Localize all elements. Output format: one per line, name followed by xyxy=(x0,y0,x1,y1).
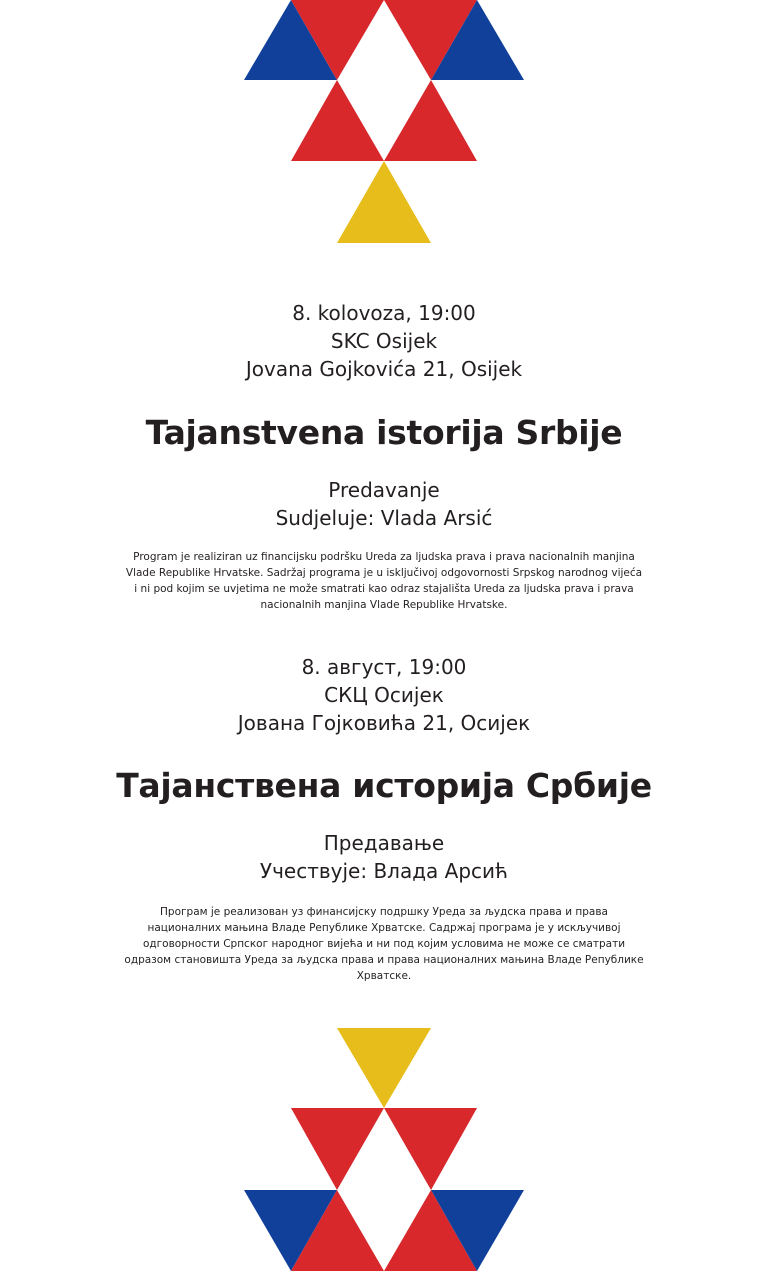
event-participant: Sudjeluje: Vlada Arsić xyxy=(275,506,493,530)
funding-note-cyrillic-block xyxy=(0,904,768,984)
event-type: Предавање xyxy=(323,831,445,855)
triangle-red-mid-right xyxy=(384,80,477,161)
event-title-latin-block xyxy=(0,413,768,453)
event-title: Тајанствена историја Србије xyxy=(116,766,652,805)
triangle-yellow xyxy=(337,1028,431,1108)
event-title-cyrillic-block xyxy=(0,766,768,806)
event-venue: SKC Osijek xyxy=(330,329,438,353)
bottom-triangle-ornament xyxy=(0,1022,768,1271)
event-date: 8. август, 19:00 xyxy=(301,655,467,679)
funding-note: Program je realiziran uz financijsku podršku Ureda za ljudska prava i prava nacionalnih manjina Vlade Republike Hrvatske. Sadržaj programa je u isključivoj odgovornosti Srpskog narodnog vijeća i ni pod kojim se uvjetima ne može smatrati kao odraz stajališta Ureda za ljudska prava i prava nacionalnih manjina Vlade Republike Hrvatske. xyxy=(125,551,643,611)
event-type: Predavanje xyxy=(328,478,440,502)
event-address: Jovana Gojkovića 21, Osijek xyxy=(245,357,523,381)
triangle-red-mid-left xyxy=(291,80,384,161)
triangle-yellow xyxy=(337,161,431,243)
funding-note-latin-block xyxy=(0,549,768,613)
event-date: 8. kolovoza, 19:00 xyxy=(292,301,476,325)
triangle-red-mid-right xyxy=(384,1108,477,1190)
event-info-latin xyxy=(0,299,768,383)
event-info-cyrillic xyxy=(0,653,768,737)
event-participant: Учествује: Влада Арсић xyxy=(259,859,509,883)
event-venue: СКЦ Осијек xyxy=(324,683,444,707)
funding-note: Програм је реализован уз финансијску подршку Уреда за људска права и права националних мањина Владе Републике Хрватске. Садржај програма је у искључивој одговорности Српског народног вијећа и ни под којим условима не може се сматрати одразом становишта Уреда за људска права и права националних мањина Владе Републике Хрватске. xyxy=(124,906,644,982)
top-triangle-ornament xyxy=(0,0,768,250)
event-details-latin xyxy=(0,476,768,532)
triangle-red-mid-left xyxy=(291,1108,384,1190)
event-details-cyrillic xyxy=(0,829,768,885)
event-title: Tajanstvena istorija Srbije xyxy=(145,413,623,452)
event-address: Јована Гојковића 21, Осијек xyxy=(237,711,531,735)
